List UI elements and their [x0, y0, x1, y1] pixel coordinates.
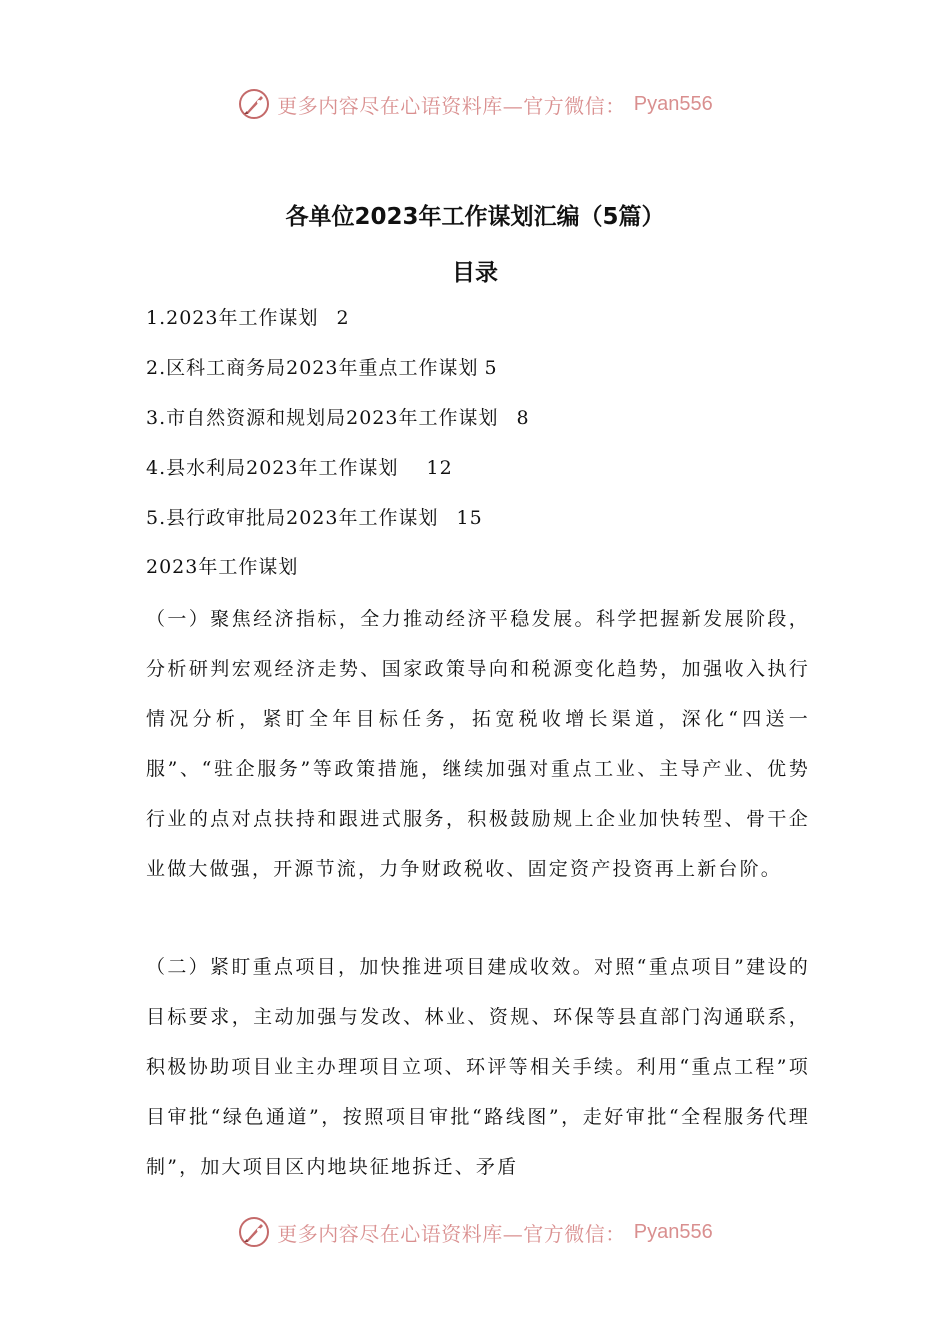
toc-entry-page: 8: [516, 407, 530, 429]
table-of-contents: [146, 303, 826, 553]
toc-entry-page: 5: [484, 357, 498, 379]
toc-entry-label: 1.2023年工作谋划: [146, 307, 319, 329]
quill-pen-logo-icon: [237, 87, 271, 121]
document-title: 各单位2023年工作谋划汇编（5篇）: [285, 204, 665, 230]
toc-entry[interactable]: [146, 303, 826, 353]
banner-text: 更多内容尽在心语资料库—官方微信：: [277, 93, 626, 118]
page-footer-banner: [0, 1212, 950, 1252]
toc-entry-label: 2.区科工商务局2023年重点工作谋划: [146, 357, 479, 379]
body-paragraph: （一）聚焦经济指标，全力推动经济平稳发展。科学把握新发展阶段，分析研判宏观经济走势、国家政策导向和税源变化趋势，加强收入执行情况分析，紧盯全年目标任务，拓宽税收增长渠道，深化“四送一服”、“驻企服务”等政策措施，继续加强对重点工业、主导产业、优势行业的点对点扶持和跟进式服务，积极鼓励规上企业加快转型、骨干企业做大做强，开源节流，力争财政税收、固定资产投资再上新台阶。: [146, 608, 810, 880]
toc-entry-page: 2: [336, 307, 350, 329]
wechat-id: Pyan556: [633, 1220, 713, 1243]
toc-heading: 目录: [452, 260, 498, 286]
toc-entry-label: 3.市自然资源和规划局2023年工作谋划: [146, 407, 499, 429]
quill-pen-logo-icon: [237, 1215, 271, 1249]
section-heading: 2023年工作谋划: [146, 556, 299, 578]
page-header-banner: [0, 84, 950, 124]
toc-entry[interactable]: [146, 353, 826, 403]
brand-watermark: [237, 1215, 712, 1249]
body-paragraph: （二）紧盯重点项目，加快推进项目建成收效。对照“重点项目”建设的目标要求，主动加强与发改、林业、资规、环保等县直部门沟通联系，积极协助项目业主办理项目立项、环评等相关手续。利用“重点工程”项目审批“绿色通道”，按照项目审批“路线图”，走好审批“全程服务代理制”，加大项目区内地块征地拆迁、矛盾: [146, 956, 810, 1178]
toc-entry-page: 15: [456, 507, 483, 529]
toc-entry-label: 5.县行政审批局2023年工作谋划: [146, 507, 439, 529]
banner-text: 更多内容尽在心语资料库—官方微信：: [277, 1221, 626, 1246]
wechat-id: Pyan556: [633, 92, 713, 115]
toc-entry-page: 12: [426, 457, 453, 479]
toc-entry[interactable]: [146, 403, 826, 453]
toc-entry[interactable]: [146, 503, 826, 553]
toc-entry-label: 4.县水利局2023年工作谋划: [146, 457, 399, 479]
toc-entry[interactable]: [146, 453, 826, 503]
brand-watermark: [237, 87, 712, 121]
